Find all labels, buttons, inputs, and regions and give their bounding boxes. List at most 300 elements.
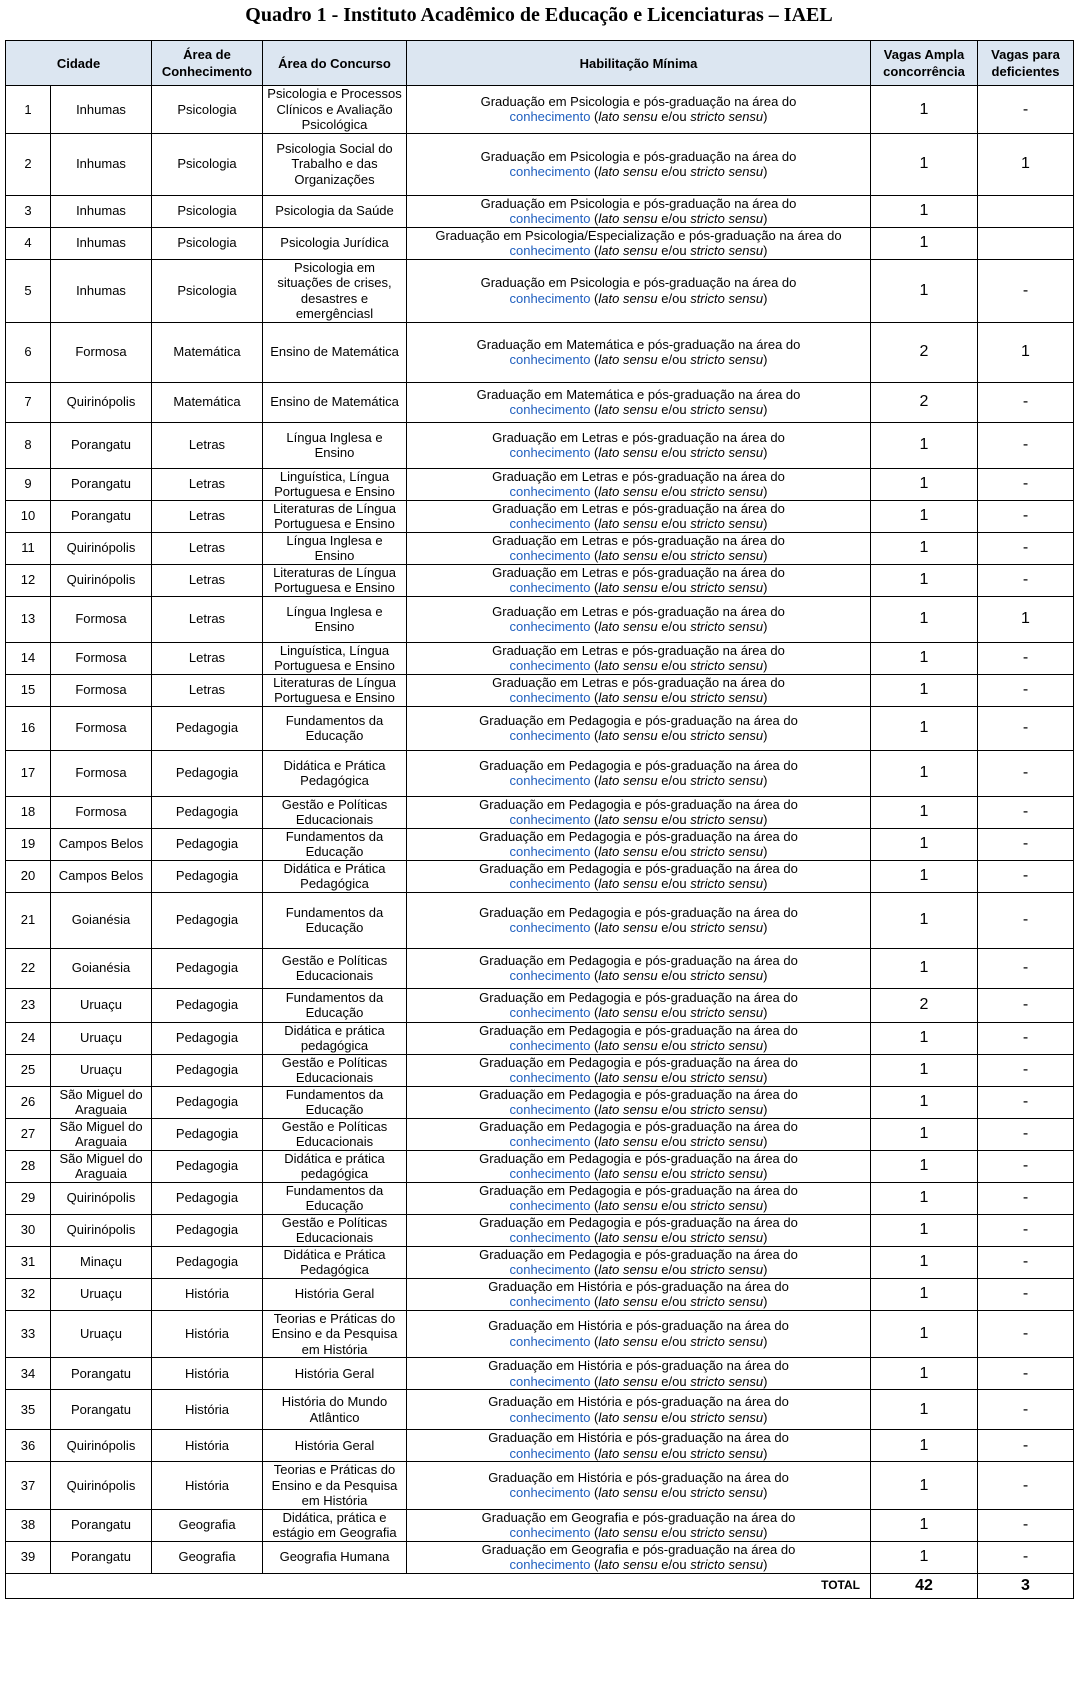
cell-habilitacao [407,500,871,532]
cell-habilitacao [407,948,871,988]
cell-habilitacao [407,1214,871,1246]
paren-open: ( [590,1230,599,1245]
cell-cidade: Inhumas [51,86,152,134]
cell-area-concurso: História Geral [263,1278,407,1310]
row-number: 7 [6,382,51,422]
table-row [6,1118,1074,1150]
cell-cidade: Quirinópolis [51,532,152,564]
paren-open: ( [590,1333,599,1349]
cell-vagas-deficientes: - [978,1118,1074,1150]
cell-vagas-ampla: 1 [871,1462,978,1510]
habilitacao-text: Graduação em Pedagogia e pós-graduação na área do [479,1214,798,1230]
stricto-sensu-text: stricto sensu [690,1445,764,1461]
cell-area-concurso: Gestão e Políticas Educacionais [263,1214,407,1246]
cell-vagas-ampla: 1 [871,195,978,227]
habilitacao-text: Graduação em Pedagogia e pós-graduação na área do [479,1150,798,1166]
paren-close: ) [763,1038,768,1053]
cell-cidade: Porangatu [51,1509,152,1541]
lato-sensu-text: lato sensu [598,1005,658,1020]
lato-sensu-text: lato sensu [598,1166,658,1181]
row-number: 4 [6,227,51,259]
cell-area-conhecimento: Pedagogia [152,1214,263,1246]
e-ou-text: e/ou [657,1102,691,1117]
paren-close: ) [763,211,768,226]
stricto-sensu-text: stricto sensu [690,812,764,827]
stricto-sensu-text: stricto sensu [690,1134,764,1149]
cell-area-conhecimento: Psicologia [152,195,263,227]
row-number: 9 [6,468,51,500]
conhecimento-text: conhecimento [509,164,591,179]
header-vagas-deficientes: Vagas para deficientes [978,41,1074,86]
cell-habilitacao [407,596,871,642]
conhecimento-text: conhecimento [509,484,591,499]
cell-vagas-deficientes: - [978,382,1074,422]
lato-sensu-text: lato sensu [598,1409,658,1425]
row-number: 23 [6,988,51,1022]
cell-vagas-deficientes: - [978,674,1074,706]
cell-vagas-ampla: 1 [871,674,978,706]
cell-vagas-deficientes: - [978,1278,1074,1310]
cell-cidade: Porangatu [51,500,152,532]
paren-open: ( [590,445,599,460]
table-row [6,1310,1074,1358]
stricto-sensu-text: stricto sensu [690,1373,764,1389]
conhecimento-text: conhecimento [509,211,591,226]
habilitacao-text: Graduação em Letras e pós-graduação na área do [492,642,785,658]
stricto-sensu-text: stricto sensu [690,580,764,595]
conhecimento-text: conhecimento [509,1262,591,1277]
cell-habilitacao [407,1430,871,1462]
cell-area-concurso: Psicologia e Processos Clínicos e Avaliação Psicológica [263,86,407,134]
conhecimento-text: conhecimento [509,352,591,367]
e-ou-text: e/ou [657,1333,691,1349]
lato-sensu-text: lato sensu [598,844,658,859]
conhecimento-text: conhecimento [509,290,591,306]
cell-cidade: São Miguel do Araguaia [51,1086,152,1118]
cell-vagas-deficientes [978,195,1074,227]
cell-cidade: Minaçu [51,1246,152,1278]
cell-cidade: Inhumas [51,227,152,259]
stricto-sensu-text: stricto sensu [690,1230,764,1245]
paren-close: ) [763,1198,768,1213]
stricto-sensu-text: stricto sensu [690,516,764,531]
row-number: 15 [6,674,51,706]
cell-habilitacao [407,1310,871,1358]
cell-cidade: Quirinópolis [51,1182,152,1214]
cell-cidade: São Miguel do Araguaia [51,1118,152,1150]
cell-area-concurso: História Geral [263,1430,407,1462]
cell-vagas-deficientes: - [978,706,1074,750]
cell-area-conhecimento: Letras [152,596,263,642]
habilitacao-text: Graduação em Pedagogia e pós-graduação na área do [479,860,798,876]
cell-cidade: Formosa [51,674,152,706]
lato-sensu-text: lato sensu [598,773,658,788]
cell-vagas-ampla: 1 [871,1022,978,1054]
paren-close: ) [763,1445,768,1461]
cell-cidade: Uruaçu [51,1310,152,1358]
paren-open: ( [590,690,599,705]
cell-cidade: Formosa [51,642,152,674]
cell-area-concurso: Didática e Prática Pedagógica [263,1246,407,1278]
cell-cidade: Quirinópolis [51,1430,152,1462]
paren-open: ( [590,658,599,673]
conhecimento-text: conhecimento [509,1198,591,1213]
stricto-sensu-text: stricto sensu [690,844,764,859]
cell-habilitacao [407,195,871,227]
cell-vagas-ampla: 1 [871,948,978,988]
paren-close: ) [763,1070,768,1085]
row-number: 34 [6,1358,51,1390]
table-row [6,642,1074,674]
cell-cidade: Formosa [51,706,152,750]
cell-area-conhecimento: Pedagogia [152,828,263,860]
paren-close: ) [763,580,768,595]
cell-vagas-ampla: 1 [871,227,978,259]
cell-habilitacao [407,1246,871,1278]
cell-habilitacao [407,642,871,674]
row-number: 38 [6,1509,51,1541]
conhecimento-text: conhecimento [509,812,591,827]
table-row [6,564,1074,596]
habilitacao-text: Graduação em Pedagogia e pós-graduação na área do [479,757,798,773]
cell-habilitacao [407,674,871,706]
cell-cidade: Porangatu [51,1541,152,1573]
cell-cidade: Uruaçu [51,1278,152,1310]
cell-area-concurso: Fundamentos da Educação [263,892,407,948]
conhecimento-text: conhecimento [509,548,591,563]
lato-sensu-text: lato sensu [598,1557,658,1572]
cell-cidade: Inhumas [51,133,152,195]
lato-sensu-text: lato sensu [598,1333,658,1349]
conhecimento-text: conhecimento [509,773,591,788]
paren-close: ) [763,658,768,673]
cell-area-concurso: Ensino de Matemática [263,322,407,382]
cell-cidade: Porangatu [51,468,152,500]
e-ou-text: e/ou [657,1038,691,1053]
cell-habilitacao [407,227,871,259]
paren-open: ( [590,1134,599,1149]
cell-area-concurso: Geografia Humana [263,1541,407,1573]
cell-vagas-deficientes: - [978,564,1074,596]
cell-vagas-ampla: 1 [871,1118,978,1150]
cell-vagas-ampla: 1 [871,500,978,532]
paren-open: ( [590,1166,599,1181]
stricto-sensu-text: stricto sensu [690,658,764,673]
table-row [6,227,1074,259]
conhecimento-text: conhecimento [509,876,591,891]
paren-open: ( [590,1102,599,1117]
conhecimento-text: conhecimento [509,445,591,460]
cell-habilitacao [407,259,871,322]
cell-cidade: Quirinópolis [51,1214,152,1246]
row-number: 10 [6,500,51,532]
paren-open: ( [590,968,599,983]
cell-area-concurso: Ensino de Matemática [263,382,407,422]
row-number: 6 [6,322,51,382]
table-row [6,1358,1074,1390]
lato-sensu-text: lato sensu [598,243,658,258]
cell-cidade: Campos Belos [51,860,152,892]
cell-habilitacao [407,322,871,382]
e-ou-text: e/ou [657,1005,691,1020]
conhecimento-text: conhecimento [509,1294,591,1309]
conhecimento-text: conhecimento [509,1409,591,1425]
cell-vagas-deficientes: - [978,1430,1074,1462]
row-number: 13 [6,596,51,642]
cell-area-concurso: Teorias e Práticas do Ensino e da Pesquisa em História [263,1462,407,1510]
cell-habilitacao [407,1278,871,1310]
cell-vagas-deficientes: 1 [978,133,1074,195]
cell-area-concurso: Didática e Prática Pedagógica [263,860,407,892]
cell-habilitacao [407,86,871,134]
e-ou-text: e/ou [657,290,691,306]
e-ou-text: e/ou [657,968,691,983]
paren-open: ( [590,1557,599,1572]
habilitacao-text: Graduação em Letras e pós-graduação na área do [492,603,785,619]
table-row [6,674,1074,706]
paren-open: ( [590,1198,599,1213]
table-row [6,532,1074,564]
lato-sensu-text: lato sensu [598,1198,658,1213]
cell-vagas-deficientes: - [978,1214,1074,1246]
cell-area-conhecimento: Letras [152,642,263,674]
lato-sensu-text: lato sensu [598,876,658,891]
stricto-sensu-text: stricto sensu [690,1557,764,1572]
cell-vagas-ampla: 1 [871,1509,978,1541]
e-ou-text: e/ou [657,402,691,417]
total-ampla: 42 [871,1573,978,1598]
stricto-sensu-text: stricto sensu [690,1525,764,1540]
cell-cidade: Quirinópolis [51,1462,152,1510]
table-row [6,948,1074,988]
cell-area-conhecimento: Psicologia [152,133,263,195]
paren-close: ) [763,773,768,788]
cell-vagas-deficientes: - [978,86,1074,134]
cell-area-concurso: Fundamentos da Educação [263,1086,407,1118]
e-ou-text: e/ou [657,1525,691,1540]
e-ou-text: e/ou [657,1445,691,1461]
e-ou-text: e/ou [657,1070,691,1085]
cell-cidade: São Miguel do Araguaia [51,1150,152,1182]
cell-cidade: Quirinópolis [51,382,152,422]
e-ou-text: e/ou [657,548,691,563]
row-number: 19 [6,828,51,860]
cell-vagas-ampla: 1 [871,596,978,642]
cell-area-conhecimento: Psicologia [152,259,263,322]
header-area-conhecimento: Área de Conhecimento [152,41,263,86]
paren-open: ( [590,920,599,935]
habilitacao-text: Graduação em Geografia e pós-graduação na área do [481,1509,796,1525]
paren-open: ( [590,211,599,226]
e-ou-text: e/ou [657,109,691,125]
cell-vagas-ampla: 1 [871,860,978,892]
paren-close: ) [763,402,768,417]
cell-area-conhecimento: Pedagogia [152,750,263,796]
cell-area-concurso: Psicologia da Saúde [263,195,407,227]
cell-vagas-deficientes: - [978,1086,1074,1118]
table-row [6,1086,1074,1118]
row-number: 5 [6,259,51,322]
table-row [6,1509,1074,1541]
conhecimento-text: conhecimento [509,690,591,705]
conhecimento-text: conhecimento [509,1373,591,1389]
cell-area-concurso: História do Mundo Atlântico [263,1390,407,1430]
table-row [6,1182,1074,1214]
table-row [6,750,1074,796]
cell-area-concurso: Língua Inglesa e Ensino [263,422,407,468]
cell-area-conhecimento: Psicologia [152,227,263,259]
habilitacao-text: Graduação em Matemática e pós-graduação na área do [476,336,801,352]
e-ou-text: e/ou [657,1485,691,1501]
e-ou-text: e/ou [657,619,691,634]
cell-cidade: Formosa [51,796,152,828]
habilitacao-text: Graduação em Pedagogia e pós-graduação na área do [479,904,798,920]
cell-habilitacao [407,133,871,195]
lato-sensu-text: lato sensu [598,658,658,673]
paren-close: ) [763,109,768,125]
cell-habilitacao [407,706,871,750]
paren-close: ) [763,484,768,499]
conhecimento-text: conhecimento [509,844,591,859]
cell-area-conhecimento: Pedagogia [152,1182,263,1214]
habilitacao-text: Graduação em Letras e pós-graduação na área do [492,674,785,690]
lato-sensu-text: lato sensu [598,352,658,367]
cell-vagas-ampla: 1 [871,1246,978,1278]
e-ou-text: e/ou [657,1230,691,1245]
total-deficientes: 3 [978,1573,1074,1598]
table-row [6,1278,1074,1310]
cell-area-conhecimento: Pedagogia [152,892,263,948]
cell-vagas-ampla: 1 [871,532,978,564]
table-row [6,796,1074,828]
habilitacao-text: Graduação em História e pós-graduação na área do [488,1358,789,1373]
table-row [6,706,1074,750]
lato-sensu-text: lato sensu [598,728,658,743]
cell-habilitacao [407,988,871,1022]
lato-sensu-text: lato sensu [598,1445,658,1461]
cell-cidade: Porangatu [51,1358,152,1390]
cell-area-conhecimento: Pedagogia [152,860,263,892]
cell-area-concurso: Didática e prática pedagógica [263,1150,407,1182]
cell-habilitacao [407,796,871,828]
cell-vagas-ampla: 1 [871,468,978,500]
cell-area-conhecimento: História [152,1430,263,1462]
row-number: 14 [6,642,51,674]
conhecimento-text: conhecimento [509,109,591,125]
cell-area-concurso: Gestão e Políticas Educacionais [263,1054,407,1086]
cell-vagas-ampla: 2 [871,988,978,1022]
stricto-sensu-text: stricto sensu [690,164,764,179]
cell-vagas-deficientes: - [978,796,1074,828]
cell-vagas-ampla: 1 [871,1278,978,1310]
stricto-sensu-text: stricto sensu [690,1166,764,1181]
conhecimento-text: conhecimento [509,658,591,673]
paren-open: ( [590,1070,599,1085]
table-row [6,988,1074,1022]
lato-sensu-text: lato sensu [598,211,658,226]
e-ou-text: e/ou [657,1409,691,1425]
table-row [6,1462,1074,1510]
cell-vagas-ampla: 1 [871,259,978,322]
cell-cidade: Quirinópolis [51,564,152,596]
row-number: 28 [6,1150,51,1182]
cell-cidade: Uruaçu [51,1054,152,1086]
stricto-sensu-text: stricto sensu [690,290,764,306]
cell-vagas-ampla: 1 [871,642,978,674]
table-header-row [6,41,1074,86]
habilitacao-text: Graduação em História e pós-graduação na área do [488,1278,789,1294]
cell-vagas-deficientes: - [978,1358,1074,1390]
habilitacao-text: Graduação em Pedagogia e pós-graduação na área do [479,712,798,728]
lato-sensu-text: lato sensu [598,1294,658,1309]
cell-vagas-deficientes: - [978,1054,1074,1086]
row-number: 24 [6,1022,51,1054]
cell-habilitacao [407,1118,871,1150]
cell-area-conhecimento: Letras [152,564,263,596]
table-row [6,1214,1074,1246]
cell-vagas-ampla: 1 [871,422,978,468]
cell-vagas-ampla: 1 [871,892,978,948]
cell-habilitacao [407,422,871,468]
cell-area-conhecimento: Pedagogia [152,1054,263,1086]
lato-sensu-text: lato sensu [598,109,658,125]
paren-close: ) [763,164,768,179]
total-label: TOTAL [6,1573,871,1598]
cell-vagas-deficientes: - [978,892,1074,948]
cell-area-concurso: Psicologia em situações de crises, desastres e emergênciasl [263,259,407,322]
cell-area-conhecimento: Pedagogia [152,1022,263,1054]
lato-sensu-text: lato sensu [598,1102,658,1117]
stricto-sensu-text: stricto sensu [690,445,764,460]
cell-vagas-ampla: 1 [871,86,978,134]
cell-cidade: Campos Belos [51,828,152,860]
table-row [6,828,1074,860]
cell-area-conhecimento: Letras [152,422,263,468]
table-row [6,1150,1074,1182]
cell-area-concurso: Linguística, Língua Portuguesa e Ensino [263,468,407,500]
e-ou-text: e/ou [657,445,691,460]
cell-area-concurso: Gestão e Políticas Educacionais [263,1118,407,1150]
row-number: 12 [6,564,51,596]
table-row [6,468,1074,500]
header-cidade: Cidade [6,41,152,86]
paren-open: ( [590,1525,599,1540]
page-title: Quadro 1 - Instituto Acadêmico de Educação e Licenciaturas – IAEL [245,4,833,26]
lato-sensu-text: lato sensu [598,968,658,983]
conhecimento-text: conhecimento [509,1525,591,1540]
cell-cidade: Porangatu [51,422,152,468]
paren-open: ( [590,728,599,743]
lato-sensu-text: lato sensu [598,402,658,417]
paren-open: ( [590,619,599,634]
paren-close: ) [763,1102,768,1117]
stricto-sensu-text: stricto sensu [690,1409,764,1425]
cell-cidade: Uruaçu [51,988,152,1022]
cell-vagas-ampla: 1 [871,1541,978,1573]
paren-close: ) [763,812,768,827]
cell-area-conhecimento: Letras [152,500,263,532]
cell-area-conhecimento: História [152,1278,263,1310]
cell-area-concurso: Didática e prática pedagógica [263,1022,407,1054]
cell-cidade: Porangatu [51,1390,152,1430]
cell-cidade: Uruaçu [51,1022,152,1054]
e-ou-text: e/ou [657,1198,691,1213]
lato-sensu-text: lato sensu [598,1038,658,1053]
lato-sensu-text: lato sensu [598,690,658,705]
cell-habilitacao [407,532,871,564]
cell-vagas-ampla: 1 [871,1086,978,1118]
cell-habilitacao [407,1054,871,1086]
